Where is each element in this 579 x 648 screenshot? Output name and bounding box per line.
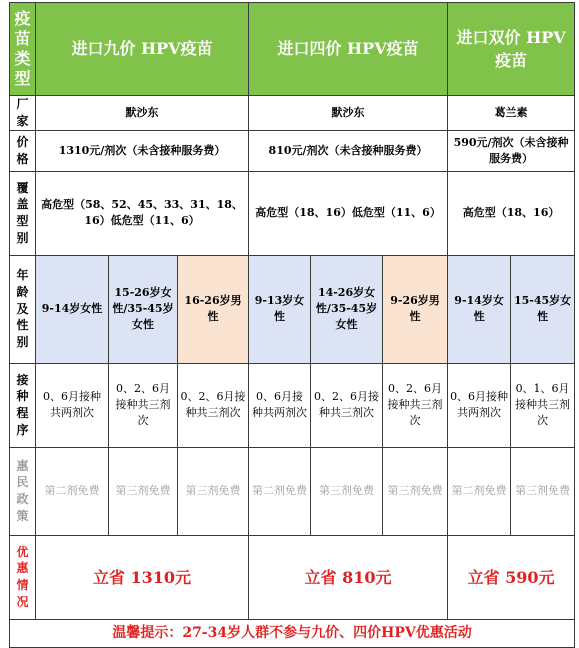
policy-cell: 第三剂免费	[311, 447, 383, 535]
policy-cell: 第三剂免费	[109, 447, 178, 535]
price-nine-valent: 1310元/剂次（未含接种服务费）	[36, 130, 249, 171]
age-gender-cell: 15-26岁女性/35-45岁女性	[109, 255, 178, 363]
manufacturer-nine-valent: 默沙东	[36, 96, 249, 131]
age-gender-cell: 14-26岁女性/35-45岁女性	[311, 255, 383, 363]
discount-label: 优惠情况	[10, 535, 36, 619]
price-four-valent: 810元/剂次（未含接种服务费）	[249, 130, 448, 171]
price-label: 价格	[10, 130, 36, 171]
schedule-cell: 0、6月接种共两剂次	[249, 363, 311, 447]
header-two-valent: 进口双价 HPV疫苗	[448, 3, 575, 96]
schedule-cell: 0、6月接种共两剂次	[448, 363, 511, 447]
policy-cell: 第三剂免费	[511, 447, 575, 535]
policy-cell: 第二剂免费	[36, 447, 109, 535]
coverage-nine-valent: 高危型（58、52、45、33、31、18、16）低危型（11、6）	[36, 171, 249, 255]
age-gender-cell: 9-13岁女性	[249, 255, 311, 363]
policy-cell: 第二剂免费	[249, 447, 311, 535]
coverage-four-valent: 高危型（18、16）低危型（11、6）	[249, 171, 448, 255]
schedule-cell: 0、2、6月接种共三剂次	[311, 363, 383, 447]
coverage-two-valent: 高危型（18、16）	[448, 171, 575, 255]
policy-label: 惠民政策	[10, 447, 36, 535]
age-gender-label: 年龄及性别	[10, 255, 36, 363]
discount-nine-valent: 立省 1310元	[36, 535, 249, 619]
manufacturer-label: 厂家	[10, 96, 36, 131]
policy-cell: 第三剂免费	[178, 447, 249, 535]
age-gender-cell: 9-26岁男性	[383, 255, 448, 363]
manufacturer-two-valent: 葛兰素	[448, 96, 575, 131]
header-nine-valent: 进口九价 HPV疫苗	[36, 3, 249, 96]
discount-four-valent: 立省 810元	[249, 535, 448, 619]
age-gender-cell: 9-14岁女性	[448, 255, 511, 363]
hpv-vaccine-table	[9, 2, 575, 648]
schedule-cell: 0、1、6月接种共三剂次	[511, 363, 575, 447]
vaccine-type-header: 疫苗类型	[10, 3, 36, 96]
manufacturer-four-valent: 默沙东	[249, 96, 448, 131]
policy-cell: 第二剂免费	[448, 447, 511, 535]
header-four-valent: 进口四价 HPV疫苗	[249, 3, 448, 96]
coverage-label: 覆盖型别	[10, 171, 36, 255]
price-two-valent: 590元/剂次（未含接种服务费）	[448, 130, 575, 171]
schedule-cell: 0、2、6月接种共三剂次	[383, 363, 448, 447]
schedule-label: 接种程序	[10, 363, 36, 447]
warm-tip: 温馨提示：27-34岁人群不参与九价、四价HPV优惠活动	[10, 619, 575, 647]
age-gender-cell: 9-14岁女性	[36, 255, 109, 363]
schedule-cell: 0、2、6月接种共三剂次	[178, 363, 249, 447]
age-gender-cell: 15-45岁女性	[511, 255, 575, 363]
schedule-cell: 0、2、6月接种共三剂次	[109, 363, 178, 447]
policy-cell: 第三剂免费	[383, 447, 448, 535]
age-gender-cell: 16-26岁男性	[178, 255, 249, 363]
discount-two-valent: 立省 590元	[448, 535, 575, 619]
schedule-cell: 0、6月接种共两剂次	[36, 363, 109, 447]
